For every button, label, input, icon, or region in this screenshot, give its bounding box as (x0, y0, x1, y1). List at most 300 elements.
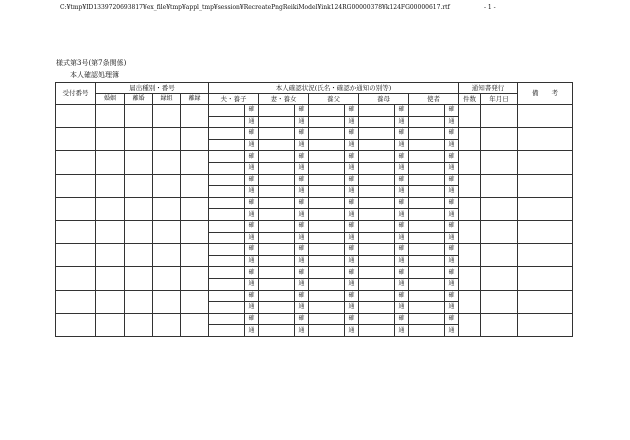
verify-mark: 確 (445, 313, 459, 325)
receipt-number-cell (56, 128, 96, 151)
header-notification-type: 届出種別・番号 (96, 83, 209, 94)
notification-type-cell (181, 290, 209, 313)
verify-mark: 確 (445, 174, 459, 186)
notify-mark: 通 (295, 209, 309, 221)
verify-mark: 確 (295, 267, 309, 279)
person-name-cell (259, 197, 295, 209)
person-name-cell (209, 186, 245, 198)
notice-date-cell (481, 174, 518, 197)
notification-type-cell (125, 290, 153, 313)
notice-date-cell (481, 128, 518, 151)
person-name-cell (409, 116, 445, 128)
notification-type-cell (125, 313, 153, 336)
notify-mark: 通 (295, 116, 309, 128)
table-row (56, 105, 573, 117)
notify-mark: 通 (445, 116, 459, 128)
person-name-cell (309, 278, 345, 290)
notification-type-cell (96, 151, 125, 174)
person-name-cell (359, 313, 395, 325)
person-name-cell (409, 290, 445, 302)
table-row (56, 197, 573, 209)
person-name-cell (359, 232, 395, 244)
header-date: 年月日 (481, 94, 518, 105)
notify-mark: 通 (345, 302, 359, 314)
notify-mark: 通 (245, 232, 259, 244)
person-name-cell (359, 325, 395, 337)
notify-mark: 通 (395, 139, 409, 151)
notify-mark: 通 (395, 302, 409, 314)
person-name-cell (209, 313, 245, 325)
notify-mark: 通 (445, 278, 459, 290)
header-divorce: 離婚 (125, 94, 153, 105)
notification-type-cell (125, 151, 153, 174)
verify-mark: 確 (445, 197, 459, 209)
person-name-cell (259, 278, 295, 290)
verify-mark: 確 (345, 174, 359, 186)
notify-mark: 通 (345, 209, 359, 221)
remarks-cell (518, 197, 573, 220)
verify-mark: 確 (395, 105, 409, 117)
person-name-cell (409, 325, 445, 337)
person-name-cell (259, 139, 295, 151)
notification-type-cell (125, 105, 153, 128)
person-name-cell (209, 209, 245, 221)
verify-mark: 確 (245, 267, 259, 279)
notify-mark: 通 (345, 139, 359, 151)
person-name-cell (359, 116, 395, 128)
person-name-cell (209, 197, 245, 209)
notify-mark: 通 (245, 325, 259, 337)
verify-mark: 確 (445, 220, 459, 232)
notice-date-cell (481, 220, 518, 243)
verify-mark: 確 (295, 290, 309, 302)
notification-type-cell (153, 267, 181, 290)
person-name-cell (409, 232, 445, 244)
notify-mark: 通 (295, 232, 309, 244)
person-name-cell (309, 325, 345, 337)
notice-count-cell (459, 174, 481, 197)
person-name-cell (359, 220, 395, 232)
notify-mark: 通 (345, 325, 359, 337)
notify-mark: 通 (295, 186, 309, 198)
verify-mark: 確 (295, 105, 309, 117)
verify-mark: 確 (395, 174, 409, 186)
notification-type-cell (96, 197, 125, 220)
notice-date-cell (481, 313, 518, 336)
notify-mark: 通 (445, 139, 459, 151)
person-name-cell (309, 232, 345, 244)
person-name-cell (259, 313, 295, 325)
remarks-cell (518, 290, 573, 313)
header-marriage: 婚姻 (96, 94, 125, 105)
person-name-cell (409, 186, 445, 198)
verify-mark: 確 (395, 220, 409, 232)
person-name-cell (259, 267, 295, 279)
person-name-cell (209, 174, 245, 186)
person-name-cell (309, 128, 345, 140)
header-husband-adopted-son: 夫・養子 (209, 94, 259, 105)
receipt-number-cell (56, 174, 96, 197)
notification-type-cell (153, 197, 181, 220)
person-name-cell (359, 209, 395, 221)
notify-mark: 通 (395, 162, 409, 174)
verify-mark: 確 (445, 151, 459, 163)
notify-mark: 通 (295, 162, 309, 174)
person-name-cell (209, 278, 245, 290)
person-name-cell (309, 267, 345, 279)
person-name-cell (259, 302, 295, 314)
notification-type-cell (181, 174, 209, 197)
person-name-cell (209, 302, 245, 314)
person-name-cell (359, 128, 395, 140)
verify-mark: 確 (345, 267, 359, 279)
header-count: 件数 (459, 94, 481, 105)
person-name-cell (209, 255, 245, 267)
header-verification-status: 本人確認状況(氏名・確認か通知の別等) (209, 83, 459, 94)
notification-type-cell (125, 244, 153, 267)
notify-mark: 通 (245, 302, 259, 314)
remarks-cell (518, 244, 573, 267)
person-name-cell (209, 116, 245, 128)
header-receipt-number: 受付番号 (56, 83, 96, 105)
notify-mark: 通 (445, 209, 459, 221)
notification-type-cell (125, 174, 153, 197)
person-name-cell (259, 290, 295, 302)
header-messenger: 使者 (409, 94, 459, 105)
verify-mark: 確 (245, 290, 259, 302)
table-row (56, 290, 573, 302)
person-name-cell (409, 174, 445, 186)
notify-mark: 通 (245, 209, 259, 221)
notice-count-cell (459, 244, 481, 267)
person-name-cell (209, 325, 245, 337)
person-name-cell (259, 209, 295, 221)
table-row (56, 128, 573, 140)
verify-mark: 確 (295, 174, 309, 186)
verify-mark: 確 (395, 313, 409, 325)
verify-mark: 確 (445, 128, 459, 140)
notification-type-cell (125, 267, 153, 290)
person-name-cell (409, 162, 445, 174)
notice-date-cell (481, 290, 518, 313)
document-file-path: C:¥tmp¥ID1339720693817¥ex_file¥tmp¥appl_tmp¥session¥RecreatePngReikiModel¥ink124RG00000378¥k124FG00000617.rtf (60, 4, 450, 11)
person-name-cell (209, 151, 245, 163)
notification-type-cell (96, 267, 125, 290)
notify-mark: 通 (345, 255, 359, 267)
receipt-number-cell (56, 313, 96, 336)
notification-type-cell (96, 105, 125, 128)
person-name-cell (209, 220, 245, 232)
person-name-cell (259, 128, 295, 140)
verify-mark: 確 (445, 105, 459, 117)
verify-mark: 確 (245, 313, 259, 325)
verify-mark: 確 (345, 313, 359, 325)
header-wife-adopted-daughter: 妻・養女 (259, 94, 309, 105)
person-name-cell (309, 220, 345, 232)
notification-type-cell (96, 244, 125, 267)
table-row (56, 267, 573, 279)
register-body (56, 105, 573, 337)
notify-mark: 通 (445, 232, 459, 244)
notification-type-cell (153, 128, 181, 151)
header-adoptive-father: 養父 (309, 94, 359, 105)
person-name-cell (309, 313, 345, 325)
notification-type-cell (181, 267, 209, 290)
person-name-cell (209, 232, 245, 244)
notice-date-cell (481, 105, 518, 128)
person-name-cell (309, 105, 345, 117)
form-number: 様式第3号(第7条関係) (56, 59, 127, 67)
verify-mark: 確 (395, 244, 409, 256)
notify-mark: 通 (445, 302, 459, 314)
person-name-cell (409, 139, 445, 151)
notification-type-cell (96, 313, 125, 336)
notice-date-cell (481, 197, 518, 220)
receipt-number-cell (56, 151, 96, 174)
table-row (56, 313, 573, 325)
verify-mark: 確 (245, 151, 259, 163)
notify-mark: 通 (295, 302, 309, 314)
notification-type-cell (153, 151, 181, 174)
form-title: 本人確認処理簿 (70, 71, 119, 79)
notification-type-cell (96, 290, 125, 313)
verify-mark: 確 (345, 105, 359, 117)
remarks-cell (518, 267, 573, 290)
person-name-cell (309, 174, 345, 186)
person-name-cell (259, 105, 295, 117)
person-name-cell (359, 186, 395, 198)
notice-date-cell (481, 151, 518, 174)
verify-mark: 確 (395, 197, 409, 209)
person-name-cell (409, 255, 445, 267)
table-row (56, 151, 573, 163)
table-row (56, 220, 573, 232)
notification-type-cell (153, 244, 181, 267)
person-name-cell (359, 105, 395, 117)
person-name-cell (309, 186, 345, 198)
table-row (56, 244, 573, 256)
notification-type-cell (181, 105, 209, 128)
notice-count-cell (459, 197, 481, 220)
notify-mark: 通 (345, 278, 359, 290)
notify-mark: 通 (345, 162, 359, 174)
notice-count-cell (459, 267, 481, 290)
notify-mark: 通 (395, 325, 409, 337)
person-name-cell (209, 267, 245, 279)
notice-count-cell (459, 313, 481, 336)
verify-mark: 確 (345, 197, 359, 209)
notification-type-cell (153, 313, 181, 336)
verify-mark: 確 (295, 220, 309, 232)
notification-type-cell (181, 220, 209, 243)
verify-mark: 確 (345, 220, 359, 232)
notify-mark: 通 (395, 186, 409, 198)
person-name-cell (409, 267, 445, 279)
notification-type-cell (153, 174, 181, 197)
remarks-cell (518, 313, 573, 336)
person-name-cell (259, 244, 295, 256)
identity-verification-register (55, 82, 573, 337)
notice-count-cell (459, 290, 481, 313)
remarks-cell (518, 174, 573, 197)
person-name-cell (359, 174, 395, 186)
notification-type-cell (96, 128, 125, 151)
receipt-number-cell (56, 220, 96, 243)
person-name-cell (209, 244, 245, 256)
person-name-cell (309, 290, 345, 302)
remarks-cell (518, 151, 573, 174)
person-name-cell (309, 116, 345, 128)
person-name-cell (309, 162, 345, 174)
notification-type-cell (96, 220, 125, 243)
verify-mark: 確 (445, 244, 459, 256)
notification-type-cell (181, 197, 209, 220)
person-name-cell (409, 244, 445, 256)
notification-type-cell (181, 313, 209, 336)
notify-mark: 通 (445, 162, 459, 174)
header-dissolution-of-adoption: 離縁 (181, 94, 209, 105)
person-name-cell (359, 244, 395, 256)
person-name-cell (209, 290, 245, 302)
verify-mark: 確 (345, 151, 359, 163)
person-name-cell (259, 151, 295, 163)
person-name-cell (259, 162, 295, 174)
notify-mark: 通 (245, 278, 259, 290)
verify-mark: 確 (245, 197, 259, 209)
notice-date-cell (481, 267, 518, 290)
notification-type-cell (153, 220, 181, 243)
notify-mark: 通 (295, 255, 309, 267)
person-name-cell (409, 313, 445, 325)
person-name-cell (209, 105, 245, 117)
notification-type-cell (181, 244, 209, 267)
notify-mark: 通 (245, 186, 259, 198)
verify-mark: 確 (395, 267, 409, 279)
person-name-cell (209, 128, 245, 140)
notify-mark: 通 (345, 116, 359, 128)
verify-mark: 確 (445, 267, 459, 279)
notify-mark: 通 (295, 139, 309, 151)
notification-type-cell (125, 128, 153, 151)
verify-mark: 確 (295, 197, 309, 209)
person-name-cell (259, 116, 295, 128)
person-name-cell (309, 302, 345, 314)
notification-type-cell (125, 220, 153, 243)
header-notice-issued: 通知書発行 (459, 83, 518, 94)
notify-mark: 通 (245, 162, 259, 174)
person-name-cell (359, 267, 395, 279)
notify-mark: 通 (395, 209, 409, 221)
notice-date-cell (481, 244, 518, 267)
receipt-number-cell (56, 267, 96, 290)
notify-mark: 通 (295, 278, 309, 290)
verify-mark: 確 (295, 244, 309, 256)
header-adoption: 縁組 (153, 94, 181, 105)
person-name-cell (259, 325, 295, 337)
notify-mark: 通 (245, 139, 259, 151)
person-name-cell (359, 290, 395, 302)
person-name-cell (409, 220, 445, 232)
notice-count-cell (459, 220, 481, 243)
person-name-cell (359, 197, 395, 209)
verify-mark: 確 (295, 128, 309, 140)
notify-mark: 通 (445, 186, 459, 198)
table-row (56, 174, 573, 186)
person-name-cell (259, 174, 295, 186)
person-name-cell (359, 255, 395, 267)
notification-type-cell (96, 174, 125, 197)
notice-count-cell (459, 151, 481, 174)
verify-mark: 確 (395, 128, 409, 140)
remarks-cell (518, 128, 573, 151)
receipt-number-cell (56, 290, 96, 313)
person-name-cell (309, 197, 345, 209)
verify-mark: 確 (445, 290, 459, 302)
verify-mark: 確 (295, 151, 309, 163)
person-name-cell (409, 209, 445, 221)
person-name-cell (409, 197, 445, 209)
notification-type-cell (125, 197, 153, 220)
person-name-cell (409, 128, 445, 140)
notification-type-cell (181, 128, 209, 151)
notify-mark: 通 (395, 232, 409, 244)
notify-mark: 通 (345, 186, 359, 198)
person-name-cell (259, 186, 295, 198)
person-name-cell (309, 244, 345, 256)
notification-type-cell (181, 151, 209, 174)
notify-mark: 通 (445, 325, 459, 337)
person-name-cell (359, 302, 395, 314)
notify-mark: 通 (295, 325, 309, 337)
notify-mark: 通 (395, 278, 409, 290)
notice-count-cell (459, 128, 481, 151)
verify-mark: 確 (345, 290, 359, 302)
person-name-cell (409, 302, 445, 314)
person-name-cell (359, 162, 395, 174)
person-name-cell (259, 232, 295, 244)
verify-mark: 確 (245, 220, 259, 232)
verify-mark: 確 (245, 105, 259, 117)
notify-mark: 通 (395, 255, 409, 267)
person-name-cell (259, 220, 295, 232)
verify-mark: 確 (395, 290, 409, 302)
person-name-cell (409, 151, 445, 163)
verify-mark: 確 (245, 128, 259, 140)
person-name-cell (359, 151, 395, 163)
person-name-cell (409, 105, 445, 117)
notify-mark: 通 (395, 116, 409, 128)
header-adoptive-mother: 養母 (359, 94, 409, 105)
verify-mark: 確 (295, 313, 309, 325)
remarks-cell (518, 105, 573, 128)
verify-mark: 確 (345, 244, 359, 256)
receipt-number-cell (56, 105, 96, 128)
verify-mark: 確 (345, 128, 359, 140)
header-remarks: 備 考 (518, 83, 573, 105)
person-name-cell (359, 278, 395, 290)
verify-mark: 確 (395, 151, 409, 163)
person-name-cell (309, 139, 345, 151)
person-name-cell (309, 151, 345, 163)
person-name-cell (259, 255, 295, 267)
person-name-cell (209, 139, 245, 151)
notify-mark: 通 (445, 255, 459, 267)
notify-mark: 通 (245, 255, 259, 267)
person-name-cell (309, 209, 345, 221)
receipt-number-cell (56, 244, 96, 267)
notify-mark: 通 (245, 116, 259, 128)
notification-type-cell (153, 105, 181, 128)
